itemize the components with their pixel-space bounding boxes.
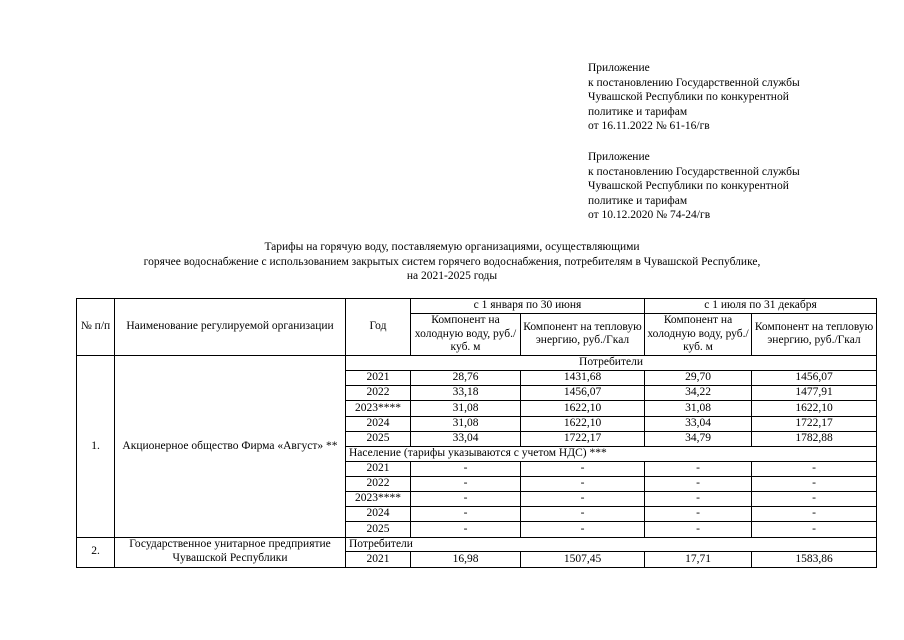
cell-value: - (521, 476, 645, 491)
appendix-line: политике и тарифам (588, 194, 688, 207)
appendix-block-1 (588, 61, 888, 134)
cell-year: 2025 (346, 431, 411, 446)
tariff-table (76, 298, 877, 568)
cell-value: - (752, 522, 877, 537)
cell-value: 31,08 (411, 401, 521, 416)
cell-value: 1622,10 (521, 401, 645, 416)
cell-value: - (521, 507, 645, 522)
group-label: Население (тарифы указываются с учетом НДС) *** (346, 446, 877, 461)
cell-value: 33,04 (645, 416, 752, 431)
cell-value: 34,22 (645, 386, 752, 401)
cell-value: - (645, 492, 752, 507)
cell-value: - (645, 522, 752, 537)
cell-year: 2022 (346, 476, 411, 491)
cell-value: 34,79 (645, 431, 752, 446)
header-num: № п/п (77, 299, 115, 356)
appendix-line: Чувашской Республики по конкурентной (588, 180, 789, 193)
org-number: 2. (77, 537, 115, 567)
cell-value: - (645, 461, 752, 476)
cell-value: 28,76 (411, 370, 521, 385)
cell-value: 33,04 (411, 431, 521, 446)
cell-value: - (521, 461, 645, 476)
cell-value: - (521, 492, 645, 507)
cell-value: 1583,86 (752, 552, 877, 567)
cell-value: 1622,10 (752, 401, 877, 416)
header-period-2: с 1 июля по 31 декабря (645, 299, 877, 314)
cell-value: 33,18 (411, 386, 521, 401)
group-label: Потребители (346, 356, 877, 371)
cell-value: - (752, 492, 877, 507)
appendix-line: к постановлению Государственной службы (588, 76, 800, 89)
group-row (77, 537, 877, 552)
appendix-block-2 (588, 150, 888, 223)
header-row-1 (77, 299, 877, 314)
cell-year: 2024 (346, 507, 411, 522)
appendix-line: политике и тарифам (588, 105, 688, 118)
cell-value: - (411, 522, 521, 537)
cell-value: 1622,10 (521, 416, 645, 431)
cell-value: 17,71 (645, 552, 752, 567)
cell-value: 1456,07 (752, 370, 877, 385)
cell-value: 31,08 (645, 401, 752, 416)
cell-year: 2023**** (346, 492, 411, 507)
appendix-line: от 10.12.2020 № 74-24/гв (588, 209, 711, 222)
org-name: Акционерное общество Фирма «Август» ** (115, 356, 346, 537)
cell-value: 1431,68 (521, 370, 645, 385)
cell-value: - (411, 476, 521, 491)
cell-year: 2021 (346, 552, 411, 567)
header-period-1: с 1 января по 30 июня (411, 299, 645, 314)
cell-year: 2021 (346, 461, 411, 476)
header-org: Наименование регулируемой организации (115, 299, 346, 356)
cell-value: - (411, 507, 521, 522)
cell-value: - (752, 476, 877, 491)
cell-value: - (645, 507, 752, 522)
cell-value: 1507,45 (521, 552, 645, 567)
org-name: Государственное унитарное предприятие Чувашской Республики (115, 537, 346, 567)
cell-value: 31,08 (411, 416, 521, 431)
cell-value: - (521, 522, 645, 537)
cell-value: - (752, 507, 877, 522)
cell-year: 2025 (346, 522, 411, 537)
header-p1-cold: Компонент на холодную воду, руб./куб. м (411, 313, 521, 355)
appendix-line: Приложение (588, 62, 650, 74)
appendix-line: к постановлению Государственной службы (588, 165, 800, 178)
title-line: Тарифы на горячую воду, поставляемую организациями, осуществляющими (264, 241, 640, 253)
cell-value: - (411, 461, 521, 476)
document-title (60, 240, 844, 284)
org-number: 1. (77, 356, 115, 537)
cell-value: 1722,17 (521, 431, 645, 446)
appendix-line: Чувашской Республики по конкурентной (588, 91, 789, 104)
cell-value: 1722,17 (752, 416, 877, 431)
title-line: горячее водоснабжение с использованием закрытых систем горячего водоснабжения, потребителям в Чувашской Республике, (143, 255, 761, 268)
cell-value: 16,98 (411, 552, 521, 567)
group-row (77, 356, 877, 371)
appendix-line: Приложение (588, 151, 650, 163)
header-p2-cold: Компонент на холодную воду, руб./куб. м (645, 313, 752, 355)
title-line: на 2021-2025 годы (406, 270, 498, 283)
cell-value: - (411, 492, 521, 507)
header-p2-heat: Компонент на тепловую энергию, руб./Гкал (752, 313, 877, 355)
cell-value: - (752, 461, 877, 476)
header-p1-heat: Компонент на тепловую энергию, руб./Гкал (521, 313, 645, 355)
cell-year: 2023**** (346, 401, 411, 416)
cell-value: 1456,07 (521, 386, 645, 401)
group-label: Потребители (346, 537, 877, 552)
cell-value: 1782,88 (752, 431, 877, 446)
cell-value: 1477,91 (752, 386, 877, 401)
header-year: Год (346, 299, 411, 356)
appendix-line: от 16.11.2022 № 61-16/гв (588, 120, 710, 133)
cell-year: 2024 (346, 416, 411, 431)
cell-year: 2022 (346, 386, 411, 401)
cell-year: 2021 (346, 370, 411, 385)
cell-value: - (645, 476, 752, 491)
cell-value: 29,70 (645, 370, 752, 385)
